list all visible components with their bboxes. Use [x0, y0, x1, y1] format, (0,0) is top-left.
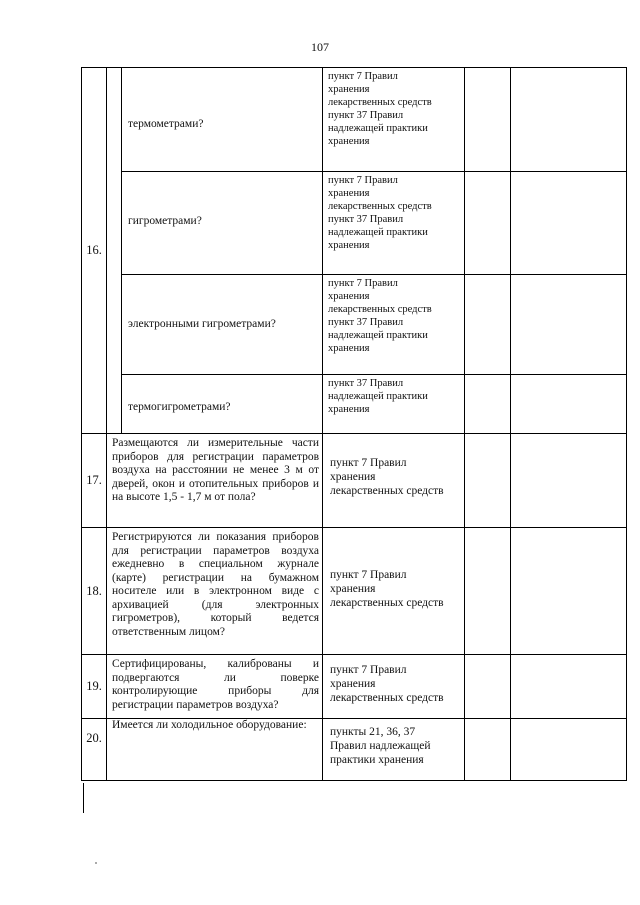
reference-cell: пункт 7 Правил хранения лекарственных средств пункт 37 Правил надлежащей практики хранения	[323, 172, 465, 275]
table-row	[82, 655, 627, 719]
answer-cell	[465, 68, 511, 172]
table-row	[82, 375, 627, 434]
reference-cell: пункт 7 Правил хранения лекарственных средств пункт 37 Правил надлежащей практики хранения	[323, 68, 465, 172]
table-continuation-line	[83, 783, 84, 813]
answer-cell	[465, 528, 511, 655]
answer-cell	[465, 375, 511, 434]
reference-cell: пункт 7 Правил хранения лекарственных средств	[323, 528, 465, 655]
reference-cell: пункт 37 Правил надлежащей практики хранения	[323, 375, 465, 434]
row-number: 17.	[82, 434, 107, 528]
note-cell	[511, 275, 627, 375]
reference-cell: пункт 7 Правил хранения лекарственных средств пункт 37 Правил надлежащей практики хранения	[323, 275, 465, 375]
reference-cell: пункты 21, 36, 37 Правил надлежащей практики хранения	[323, 719, 465, 781]
answer-cell	[465, 655, 511, 719]
row-number: 18.	[82, 528, 107, 655]
table-row	[82, 68, 627, 172]
question-cell: Сертифицированы, калиброваны и подвергаются ли поверке контролирующие приборы для регистрации параметров воздуха?	[107, 655, 323, 719]
row-number: 19.	[82, 655, 107, 719]
question-cell: Регистрируются ли показания приборов для регистрации параметров воздуха ежедневно в специальном журнале (карте) регистрации на бумажном носителе или в электронном виде с архивацией (для электронных гигрометров), который ведется ответственным лицом?	[107, 528, 323, 655]
scan-speck	[95, 862, 97, 864]
answer-cell	[465, 719, 511, 781]
question-cell: термогигрометрами?	[122, 375, 323, 434]
row-number: 16.	[82, 68, 107, 434]
page-number: 107	[311, 40, 329, 54]
question-cell: Размещаются ли измерительные части приборов для регистрации параметров воздуха на расстоянии не менее 3 м от дверей, окон и отопительных приборов и на высоте 1,5 - 1,7 м от пола?	[107, 434, 323, 528]
question-cell: Имеется ли холодильное оборудование:	[107, 719, 323, 781]
table-row	[82, 275, 627, 375]
note-cell	[511, 655, 627, 719]
table-row	[82, 528, 627, 655]
note-cell	[511, 375, 627, 434]
question-cell: гигрометрами?	[122, 172, 323, 275]
answer-cell	[465, 275, 511, 375]
note-cell	[511, 434, 627, 528]
note-cell	[511, 719, 627, 781]
reference-cell: пункт 7 Правил хранения лекарственных средств	[323, 434, 465, 528]
checklist-table	[81, 67, 627, 781]
answer-cell	[465, 434, 511, 528]
indent-cell	[107, 68, 122, 434]
row-number: 20.	[82, 719, 107, 781]
note-cell	[511, 172, 627, 275]
table-row	[82, 719, 627, 781]
note-cell	[511, 68, 627, 172]
question-cell: электронными гигрометрами?	[122, 275, 323, 375]
answer-cell	[465, 172, 511, 275]
reference-cell: пункт 7 Правил хранения лекарственных средств	[323, 655, 465, 719]
question-cell: термометрами?	[122, 68, 323, 172]
note-cell	[511, 528, 627, 655]
table-row	[82, 172, 627, 275]
table-row	[82, 434, 627, 528]
